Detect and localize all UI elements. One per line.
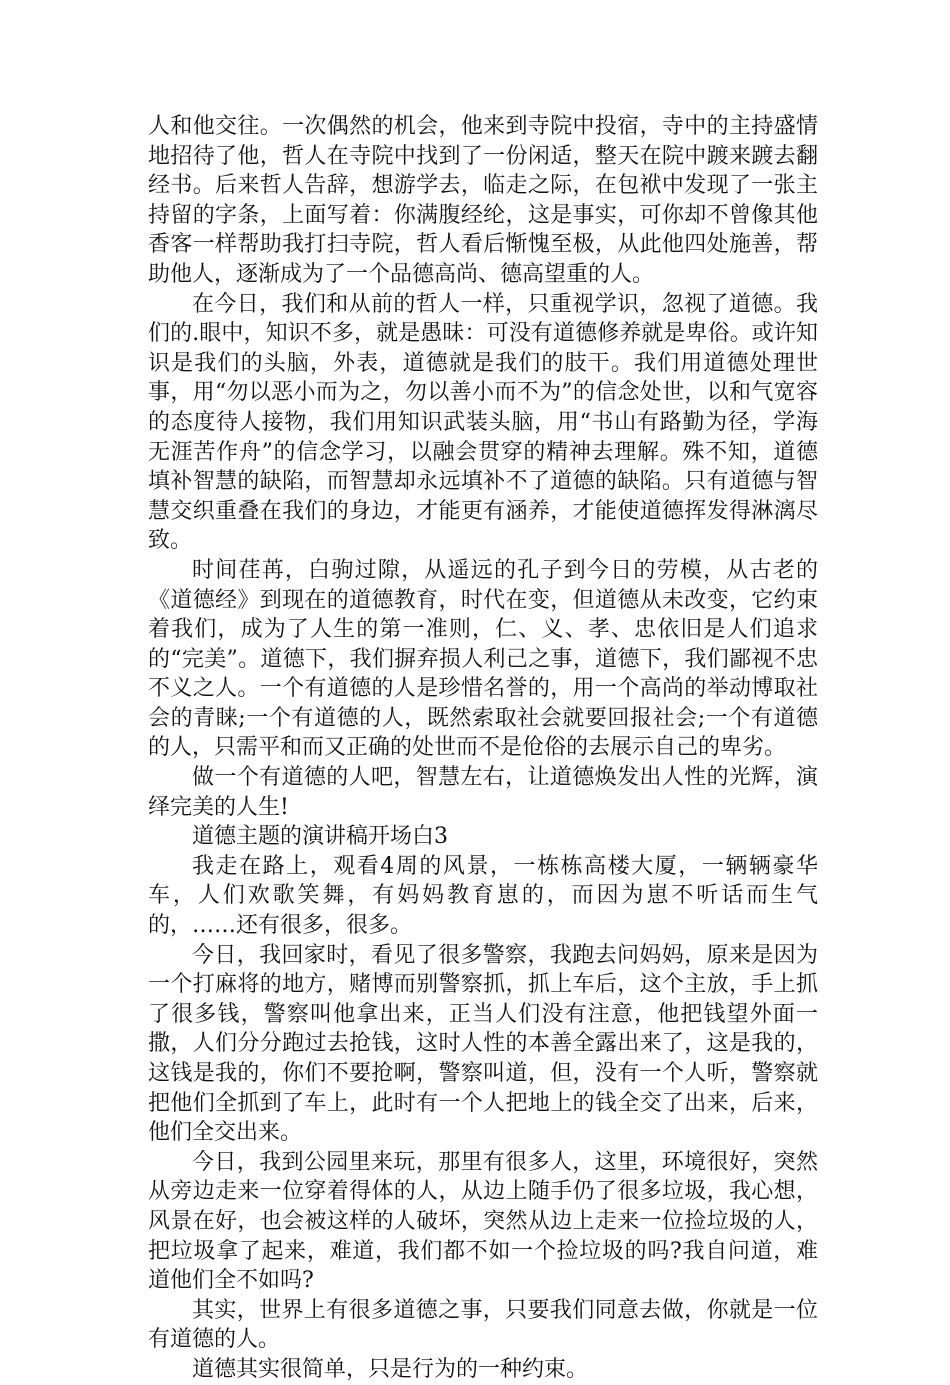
- paragraph-9: 道德其实很简单，只是行为的一种约束。: [192, 1356, 589, 1382]
- paragraph-8: 其实，世界上有很多道德之事，只要我们同意去做，你就是一位有道德的人。: [148, 1297, 818, 1353]
- section-heading: 道德主题的演讲稿开场白3: [192, 824, 448, 850]
- paragraph-1: 人和他交往。一次偶然的机会，他来到寺院中投宿，寺中的主持盛情地招待了他，哲人在寺院中找到了一份闲适，整天在院中踱来踱去翻经书。后来哲人告辞，想游学去，临走之际，在包袱中发现了一张主持留的字条，上面写着：你满腹经纶，这是事实，可你却不曾像其他香客一样帮助我打扫寺院，哲人看后惭愧至极，从此他四处施善，帮助他人，逐渐成为了一个品德高尚、德高望重的人。: [148, 114, 818, 287]
- paragraph-5: 我走在路上，观看4周的风景，一栋栋高楼大厦，一辆辆豪华车，人们欢歌笑舞，有妈妈教育崽的，而因为崽不听话而生气的，……还有很多，很多。: [148, 853, 818, 939]
- paragraph-4: 做一个有道德的人吧，智慧左右，让道德焕发出人性的光辉，演绎完美的人生!: [148, 765, 818, 820]
- paragraph-3: 时间荏苒，白驹过隙，从遥远的孔子到今日的劳模，从古老的《道德经》到现在的道德教育，时代在变，但道德从未改变，它约束着我们，成为了人生的第一准则，仁、义、孝、忠依旧是人们追求的“完美”。道德下，我们摒弃损人利己之事，道德下，我们鄙视不忠不义之人。一个有道德的人是珍惜名誉的，用一个高尚的举动博取社会的青睐;一个有道德的人，既然索取社会就要回报社会;一个有道德的人，只需平和而又正确的处世而不是伧俗的去展示自己的卑劣。: [148, 557, 818, 761]
- paragraph-6: 今日，我回家时，看见了很多警察，我跑去问妈妈，原来是因为一个打麻将的地方，赌博而别警察抓，抓上车后，这个主放，手上抓了很多钱，警察叫他拿出来，正当人们没有注意，他把钱望外面一撒，人们分分跑过去抢钱，这时人性的本善全露出来了，这是我的，这钱是我的，你们不要抢啊，警察叫道，但，没有一个人听，警察就把他们全抓到了车上，此时有一个人把地上的钱全交了出来，后来，他们全交出来。: [148, 942, 818, 1146]
- document-body: [148, 112, 818, 1385]
- paragraph-2: 在今日，我们和从前的哲人一样，只重视学识，忽视了道德。我们的.眼中，知识不多，就是愚昧：可没有道德修养就是卑俗。或许知识是我们的头脑，外表，道德就是我们的肢干。我们用道德处理世事，用“勿以恶小而为之，勿以善小而不为”的信念处世，以和气宽容的态度待人接物，我们用知识武装头脑，用“书山有路勤为径，学海无涯苦作舟”的信念学习，以融会贯穿的精神去理解。殊不知，道德填补智慧的缺陷，而智慧却永远填补不了道德的缺陷。只有道德与智慧交织重叠在我们的身边，才能更有涵养，才能使道德挥发得淋漓尽致。: [148, 291, 818, 554]
- paragraph-7: 今日，我到公园里来玩，那里有很多人，这里，环境很好，突然从旁边走来一位穿着得体的人，从边上随手仍了很多垃圾，我心想，风景在好，也会被这样的人破坏，突然从边上走来一位捡垃圾的人，把垃圾拿了起来，难道，我们都不如一个捡垃圾的吗?我自问道，难道他们全不如吗?: [148, 1149, 818, 1294]
